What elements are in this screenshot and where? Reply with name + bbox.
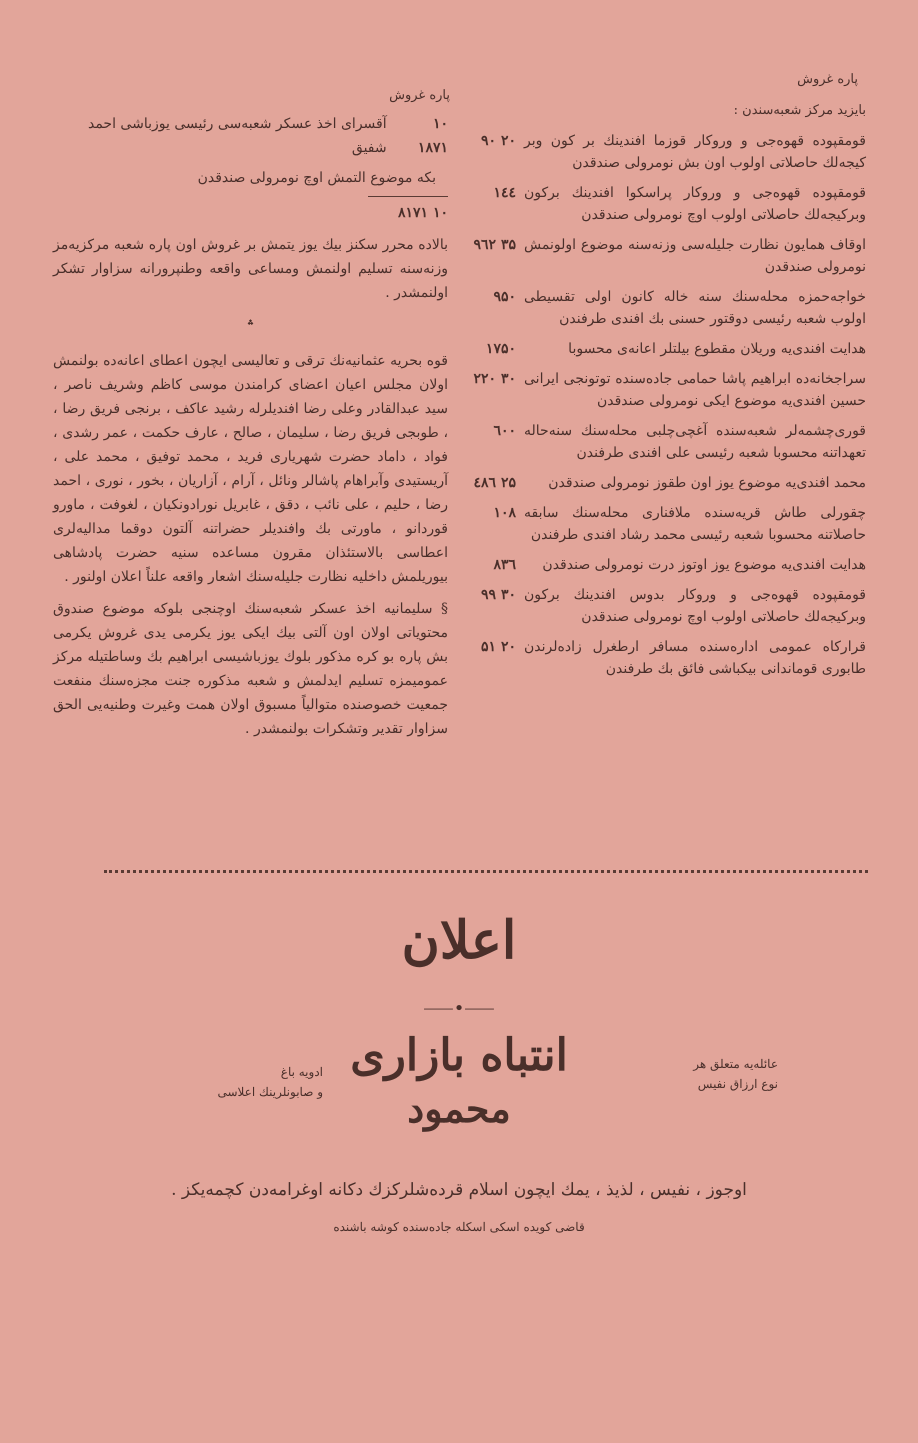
ledger-row (53, 112, 448, 160)
ledger-row (53, 166, 448, 190)
entry-text: قومقپوده قهوه‌جی و وروکار بدوس افندینك برکون وبرکیجه‌لك حاصلاتی اولوب اوچ نومرولی صندقدن (524, 587, 866, 625)
donation-entry (446, 130, 866, 174)
entry-amount: ۳۵ ۹٦۲ (473, 237, 516, 253)
donation-entry (446, 472, 866, 494)
entry-amount: ۲۰ ۹۰ (481, 133, 516, 149)
announcement-column (53, 112, 448, 749)
entry-text: محمد افندی‌یه موضوع یوز اون طقوز نومرولی صندقدن (548, 475, 866, 491)
ad-side-line: و صابونلرینك اعلاسی (217, 1085, 323, 1099)
entry-amount: ٦۰۰ (493, 423, 516, 439)
donation-entry (446, 502, 866, 546)
donation-entry (446, 420, 866, 464)
navy-medal-announcement: قوه بحریه عثمانیه‌نك ترقی و تعالیسی ایچون اعطای اعانه‌ده بولنمش اولان مجلس اعیان اعضای کرامندن موسی کاظم وشریف ناصر ، سید عبدالقادر وعلی رضا افندیلرله رشید عاکف ، برنجی فریق رضا ، ، طوبجی فریق رضا ، سلیمان ، صالح ، عارف حکمت ، عمر رشدی ، فواد ، داماد حضرت شهریاری فرید ، محمد توفیق ، محمد علی ، آریستیدی وآبراهام پاشالر ونائل ، آرام ، آزاریان ، بخور ، نوری ، احمد رضا ، حلیم ، علی نائب ، دقق ، غابریل نورادونکیان ، لغوفت ، ماورو قوردانو ، ماورتی بك وافندیلر حضراتنه آلتون دوقما مدالیه‌لری اعطاسی بالاستئذان مقرون مساعده سنیه حضرت پادشاهی بیوریلمش داخلیه نظارت جلیله‌سنك اشعار واقعه علناً اعلان اولنور . (53, 353, 449, 585)
ad-side-right (628, 1054, 778, 1094)
ledger-total-row (53, 201, 448, 225)
entry-text: هدایت افندی‌یه موضوع یوز اوتوز درت نومرولی صندقدن (542, 557, 866, 573)
flourish-ornament: ⸺•⸺ (423, 998, 495, 1019)
entry-text: قرارکاه عمومی اداره‌سنده مسافر ارطغرل زاده‌لرندن طابوری قوماندانی بیکباشی فائق بك طرفندن (524, 639, 866, 677)
ledger-text: آقسرای اخذ عسکر شعبه‌سی رئیسی یوزباشی احمد شفیق (87, 116, 387, 156)
entry-text: قومقپوده قهوه‌جی و وروکار پراسکوا افندینك برکون وبرکیجه‌لك حاصلاتی اولوب اوچ نومرولی صندقدن (524, 185, 866, 223)
ledger-total-amount: ۱۰ ۸۱۷۱ (398, 205, 448, 221)
donation-entry (446, 584, 866, 628)
ad-side-left (143, 1062, 323, 1102)
entry-amount: ۱۷۵۰ (485, 341, 516, 357)
entry-amount: ۸۳٦ (493, 557, 516, 573)
ornament-glyph: ؞ (246, 319, 255, 335)
entry-text: اوقاف همایون نظارت جلیله‌سی وزنه‌سنه موضوع اولونمش نومرولی صندقدن (524, 237, 866, 275)
donation-entry (446, 338, 866, 360)
ad-tagline: اوجوز ، نفیس ، لذیذ ، یمك ایچون اسلام قرده‌شلرکزك دکانه اوغرامه‌دن کچمه‌یکز . (171, 1180, 747, 1200)
shop-name: انتباه بازاری (350, 1030, 568, 1081)
total-rule (368, 196, 448, 197)
entry-amount: ۲۵ ٤۸٦ (473, 475, 516, 491)
entry-amount: ۲۰ ۵۱ (481, 639, 516, 655)
ad-side-line: عائله‌یه متعلق هر (693, 1057, 778, 1071)
entry-amount: ۱٤٤ (493, 185, 516, 201)
donation-entry (446, 286, 866, 330)
donation-entry (446, 368, 866, 412)
dotted-divider (104, 870, 868, 873)
thanks-paragraph: بالاده محرر سکنز بیك یوز یتمش بر غروش اون پاره شعبه مرکزیه‌مز وزنه‌سنه تسلیم اولنمش ومساعی واقعه وطنپرورانه سزاوار تشکر اولنمشدر . (53, 237, 448, 301)
entry-amount: ۹۵۰ (493, 289, 516, 305)
donation-entry (446, 636, 866, 680)
right-column-header: پاره غروش (797, 72, 858, 87)
donation-entry (446, 554, 866, 576)
entry-text: قوری‌چشمه‌لر شعبه‌سنده آغچی‌چلبی محله‌سنك سنه‌حاله تعهداتنه محسوبا شعبه رئیسی علی افندی طرفندن (524, 423, 866, 461)
entry-text: سراجخانه‌ده ابراهیم پاشا حمامی جاده‌سنده توتونجی ایرانی حسین افندی‌یه موضوع ایکی نومرولی صندقدن (524, 371, 866, 409)
notice-title: اعلان (401, 910, 517, 971)
ledger-text: بکه موضوع التمش اوچ نومرولی صندقدن (197, 170, 436, 186)
donation-entry (446, 182, 866, 226)
ad-side-line: نوع ارزاق نفیس (697, 1077, 778, 1091)
ad-side-line: ادویه باغ (280, 1065, 323, 1079)
entry-text: هدایت افندی‌یه وریلان مقطوع بیلتلر اعانه‌ی محسوبا (568, 341, 866, 357)
ledger-amount: ۱۰ ۱۸۷۱ (417, 116, 448, 156)
suleymaniye-branch-paragraph: § سلیمانیه اخذ عسکر شعبه‌سنك اوچنجی بلوکه موضوع صندوق محتویاتی اولان اون آلتی بیك ایکی یوز یکرمی یدی غروش یکرمی بش پاره بو کره مذکور بلوك یوزباشیسی ابراهیم بك وساطتیله مرکز عمومیمزه تسلیم ایدلمش و شعبه مذکوره جنت مجزه‌سنك منفعت جمعیت خصوصنده متوالیاً مسبوق اولان همت وغیرت وطنیه‌یی الحق سزاوار تقدیر وتشکرات بولنمشدر . (53, 601, 448, 737)
entry-text: خواجه‌حمزه محله‌سنك سنه‌ خاله کانون اولی تقسیطی اولوب شعبه رئیسی دوقتور حسنی بك افندی طرفندن (524, 289, 866, 327)
entry-amount: ۱۰۸ (493, 505, 516, 521)
entry-text: قومقپوده قهوه‌جی و وروکار قوزما افندینك بر کون وبر کیجه‌لك حاصلاتی اولوب اون بش نومرولی صندقدن (524, 133, 866, 171)
entry-text: چقورلی طاش قریه‌سنده ملافناری محله‌سنك سابقه حاصلاتنه محسوبا شعبه رئیسی محمد رشاد افندی طرفندن (524, 505, 866, 543)
entry-amount: ۳۰ ۹۹ (481, 587, 516, 603)
donation-entry (446, 234, 866, 278)
ad-address: قاضی کویده اسکی اسکله جاده‌سنده کوشه باشنده (333, 1220, 585, 1234)
left-column-header: پاره غروش (389, 88, 450, 103)
owner-name: محمود (407, 1086, 511, 1131)
entry-amount: ۳۰ ۲۲۰ (473, 371, 516, 387)
donation-list-column (446, 100, 866, 688)
section-subheader: بایزید مرکز شعبه‌سندن : (733, 103, 866, 118)
